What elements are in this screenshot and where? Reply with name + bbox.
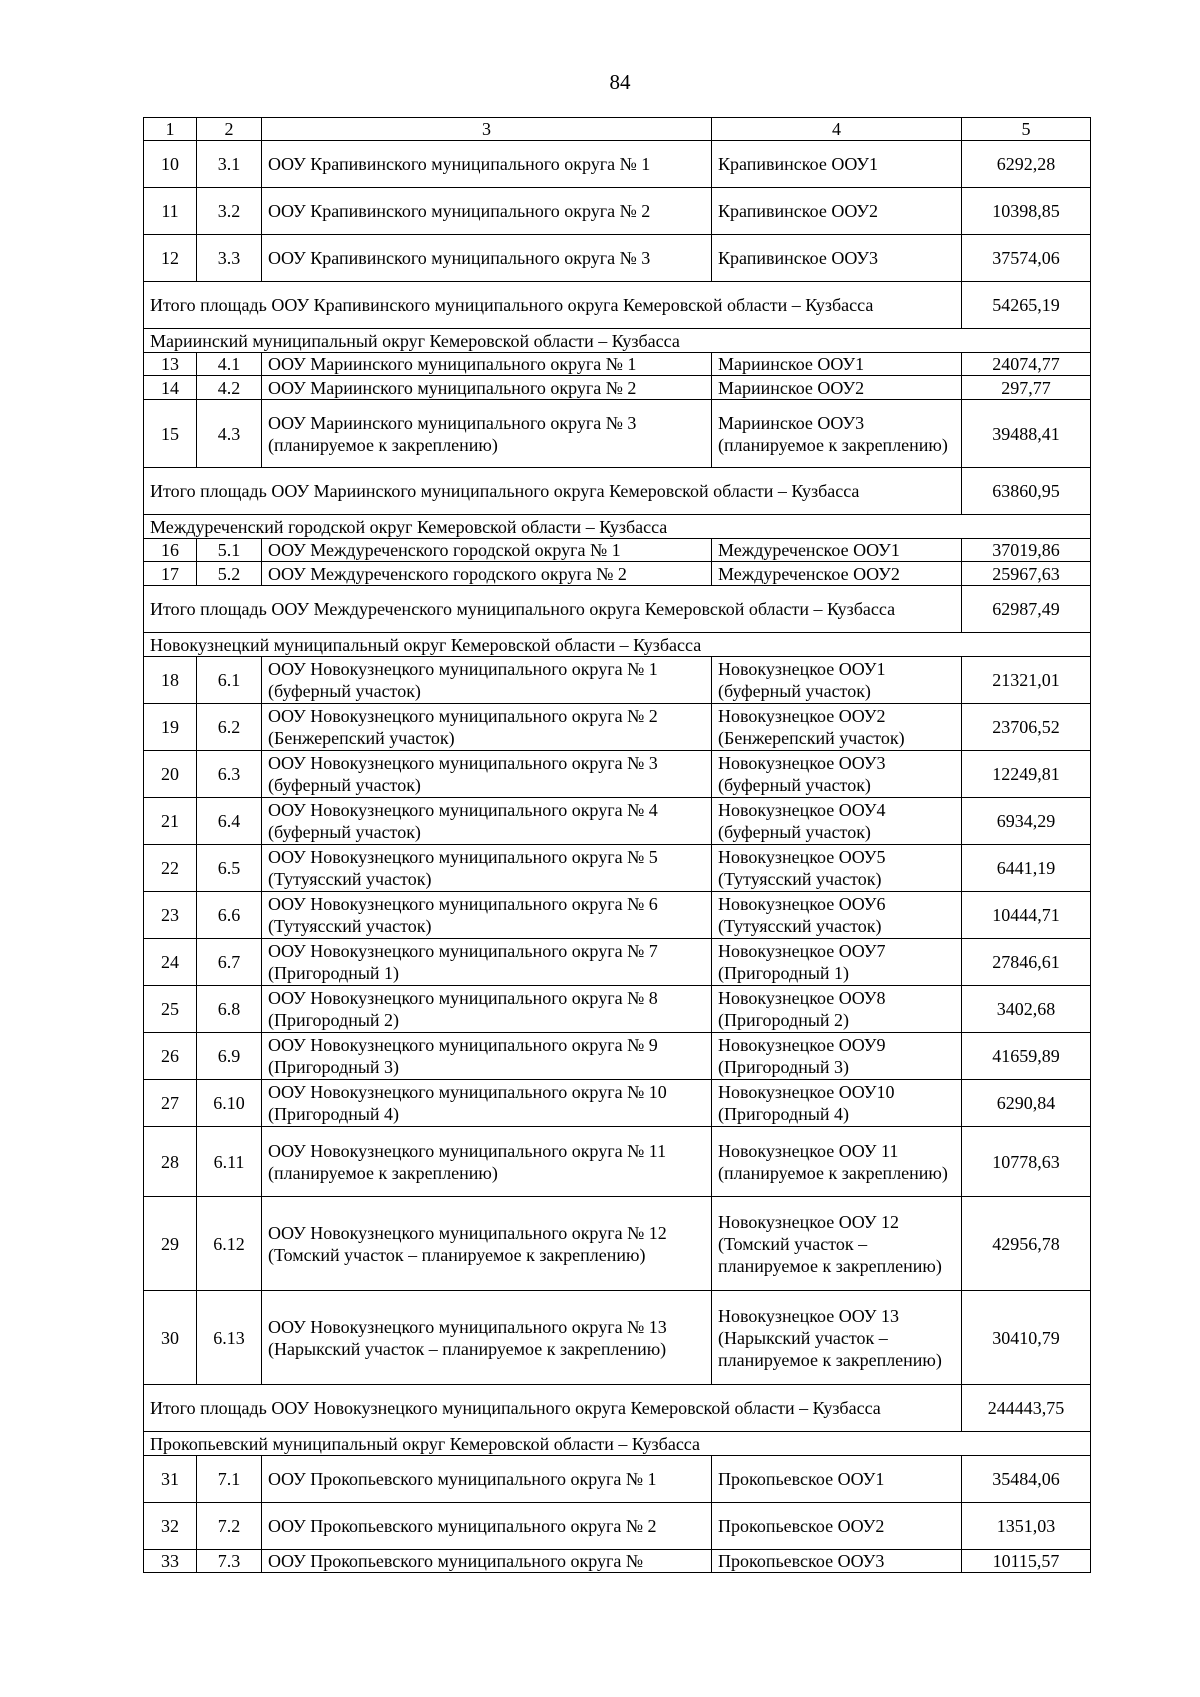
data-table: [143, 117, 1091, 1573]
area-name-cell: Крапивинское ООУ2: [712, 188, 962, 235]
table-row: [144, 188, 1091, 235]
section-header-row: [144, 1432, 1091, 1456]
header-cell-3: 3: [262, 118, 712, 141]
header-cell-2: 2: [197, 118, 262, 141]
area-value-cell: 3402,68: [962, 986, 1091, 1033]
area-name-cell: Новокузнецкое ООУ7 (Пригородный 1): [712, 939, 962, 986]
object-name-cell: ООУ Новокузнецкого муниципального округа № 11 (планируемое к закреплению): [262, 1127, 712, 1197]
table-row: [144, 657, 1091, 704]
area-name-cell: Мариинское ООУ1: [712, 353, 962, 376]
area-name-cell: Новокузнецкое ООУ3 (буферный участок): [712, 751, 962, 798]
table-row: [144, 1456, 1091, 1503]
table-row: [144, 1503, 1091, 1550]
area-name-cell: Новокузнецкое ООУ10 (Пригородный 4): [712, 1080, 962, 1127]
section-title-cell: Мариинский муниципальный округ Кемеровской области – Кузбасса: [144, 329, 1091, 353]
area-name-cell: Новокузнецкое ООУ1 (буферный участок): [712, 657, 962, 704]
table-row: [144, 892, 1091, 939]
section-header-row: [144, 329, 1091, 353]
row-code-cell: 6.12: [197, 1197, 262, 1291]
area-value-cell: 6292,28: [962, 141, 1091, 188]
total-value-cell: 54265,19: [962, 282, 1091, 329]
table-row: [144, 1291, 1091, 1385]
area-value-cell: 42956,78: [962, 1197, 1091, 1291]
table-row: [144, 1127, 1091, 1197]
header-cell-4: 4: [712, 118, 962, 141]
row-number-cell: 13: [144, 353, 197, 376]
table-body: [144, 141, 1091, 1573]
row-number-cell: 19: [144, 704, 197, 751]
row-number-cell: 26: [144, 1033, 197, 1080]
total-value-cell: 63860,95: [962, 468, 1091, 515]
row-number-cell: 17: [144, 562, 197, 586]
area-value-cell: 24074,77: [962, 353, 1091, 376]
table-row: [144, 939, 1091, 986]
total-label-cell: Итого площадь ООУ Крапивинского муниципального округа Кемеровской области – Кузбасса: [144, 282, 962, 329]
row-code-cell: 6.5: [197, 845, 262, 892]
row-code-cell: 4.3: [197, 400, 262, 468]
row-code-cell: 7.2: [197, 1503, 262, 1550]
area-value-cell: 10778,63: [962, 1127, 1091, 1197]
row-code-cell: 6.7: [197, 939, 262, 986]
area-value-cell: 12249,81: [962, 751, 1091, 798]
area-name-cell: Новокузнецкое ООУ 13 (Нарыкский участок – планируемое к закреплению): [712, 1291, 962, 1385]
row-number-cell: 32: [144, 1503, 197, 1550]
area-name-cell: Прокопьевское ООУ2: [712, 1503, 962, 1550]
header-cell-5: 5: [962, 118, 1091, 141]
table-row: [144, 376, 1091, 400]
object-name-cell: ООУ Прокопьевского муниципального округа №: [262, 1550, 712, 1573]
object-name-cell: ООУ Прокопьевского муниципального округа № 1: [262, 1456, 712, 1503]
row-code-cell: 6.8: [197, 986, 262, 1033]
object-name-cell: ООУ Прокопьевского муниципального округа № 2: [262, 1503, 712, 1550]
area-name-cell: Крапивинское ООУ1: [712, 141, 962, 188]
table-header-row: [144, 118, 1091, 141]
object-name-cell: ООУ Новокузнецкого муниципального округа № 4 (буферный участок): [262, 798, 712, 845]
area-name-cell: Новокузнецкое ООУ2 (Бенжерепский участок): [712, 704, 962, 751]
table-row: [144, 1033, 1091, 1080]
total-row: [144, 586, 1091, 633]
table-row: [144, 1197, 1091, 1291]
total-label-cell: Итого площадь ООУ Междуреченского муниципального округа Кемеровской области – Кузбасса: [144, 586, 962, 633]
area-value-cell: 10115,57: [962, 1550, 1091, 1573]
area-value-cell: 30410,79: [962, 1291, 1091, 1385]
table-row: [144, 1080, 1091, 1127]
area-value-cell: 41659,89: [962, 1033, 1091, 1080]
page-number: 84: [609, 70, 631, 94]
row-code-cell: 6.13: [197, 1291, 262, 1385]
area-value-cell: 27846,61: [962, 939, 1091, 986]
table-row: [144, 704, 1091, 751]
row-number-cell: 21: [144, 798, 197, 845]
total-value-cell: 62987,49: [962, 586, 1091, 633]
area-name-cell: Новокузнецкое ООУ6 (Тутуясский участок): [712, 892, 962, 939]
object-name-cell: ООУ Крапивинского муниципального округа № 2: [262, 188, 712, 235]
object-name-cell: ООУ Новокузнецкого муниципального округа № 12 (Томский участок – планируемое к закреплению): [262, 1197, 712, 1291]
table-row: [144, 798, 1091, 845]
row-code-cell: 6.11: [197, 1127, 262, 1197]
table-row: [144, 353, 1091, 376]
area-value-cell: 6290,84: [962, 1080, 1091, 1127]
row-code-cell: 4.1: [197, 353, 262, 376]
area-name-cell: Новокузнецкое ООУ 11 (планируемое к закреплению): [712, 1127, 962, 1197]
row-number-cell: 14: [144, 376, 197, 400]
object-name-cell: ООУ Новокузнецкого муниципального округа № 7 (Пригородный 1): [262, 939, 712, 986]
area-value-cell: 35484,06: [962, 1456, 1091, 1503]
area-value-cell: 1351,03: [962, 1503, 1091, 1550]
object-name-cell: ООУ Крапивинского муниципального округа № 3: [262, 235, 712, 282]
row-number-cell: 11: [144, 188, 197, 235]
area-value-cell: 37019,86: [962, 539, 1091, 562]
row-number-cell: 25: [144, 986, 197, 1033]
row-code-cell: 6.10: [197, 1080, 262, 1127]
table-row: [144, 141, 1091, 188]
area-name-cell: Новокузнецкое ООУ8 (Пригородный 2): [712, 986, 962, 1033]
row-code-cell: 4.2: [197, 376, 262, 400]
area-name-cell: Мариинское ООУ3 (планируемое к закреплению): [712, 400, 962, 468]
table-row: [144, 845, 1091, 892]
total-label-cell: Итого площадь ООУ Новокузнецкого муниципального округа Кемеровской области – Кузбасса: [144, 1385, 962, 1432]
table-row: [144, 562, 1091, 586]
area-name-cell: Прокопьевское ООУ1: [712, 1456, 962, 1503]
row-code-cell: 3.3: [197, 235, 262, 282]
object-name-cell: ООУ Мариинского муниципального округа № 2: [262, 376, 712, 400]
total-value-cell: 244443,75: [962, 1385, 1091, 1432]
header-cell-1: 1: [144, 118, 197, 141]
row-code-cell: 6.6: [197, 892, 262, 939]
section-title-cell: Междуреченский городской округ Кемеровской области – Кузбасса: [144, 515, 1091, 539]
area-value-cell: 6441,19: [962, 845, 1091, 892]
row-code-cell: 5.2: [197, 562, 262, 586]
area-value-cell: 10444,71: [962, 892, 1091, 939]
area-name-cell: Новокузнецкое ООУ4 (буферный участок): [712, 798, 962, 845]
total-row: [144, 468, 1091, 515]
total-row: [144, 1385, 1091, 1432]
row-number-cell: 16: [144, 539, 197, 562]
row-number-cell: 12: [144, 235, 197, 282]
object-name-cell: ООУ Междуреченского городского округа № 2: [262, 562, 712, 586]
area-value-cell: 21321,01: [962, 657, 1091, 704]
row-number-cell: 24: [144, 939, 197, 986]
area-value-cell: 39488,41: [962, 400, 1091, 468]
section-header-row: [144, 633, 1091, 657]
row-code-cell: 6.4: [197, 798, 262, 845]
area-name-cell: Новокузнецкое ООУ5 (Тутуясский участок): [712, 845, 962, 892]
object-name-cell: ООУ Новокузнецкого муниципального округа № 3 (буферный участок): [262, 751, 712, 798]
object-name-cell: ООУ Новокузнецкого муниципального округа № 5 (Тутуясский участок): [262, 845, 712, 892]
area-value-cell: 23706,52: [962, 704, 1091, 751]
row-number-cell: 33: [144, 1550, 197, 1573]
row-code-cell: 7.1: [197, 1456, 262, 1503]
row-number-cell: 27: [144, 1080, 197, 1127]
table-row: [144, 235, 1091, 282]
row-number-cell: 22: [144, 845, 197, 892]
area-value-cell: 6934,29: [962, 798, 1091, 845]
row-code-cell: 7.3: [197, 1550, 262, 1573]
object-name-cell: ООУ Новокузнецкого муниципального округа № 8 (Пригородный 2): [262, 986, 712, 1033]
area-value-cell: 37574,06: [962, 235, 1091, 282]
area-name-cell: Междуреченское ООУ1: [712, 539, 962, 562]
area-name-cell: Новокузнецкое ООУ 12 (Томский участок – планируемое к закреплению): [712, 1197, 962, 1291]
table-row: [144, 986, 1091, 1033]
row-code-cell: 5.1: [197, 539, 262, 562]
row-code-cell: 3.2: [197, 188, 262, 235]
row-code-cell: 6.9: [197, 1033, 262, 1080]
table-row: [144, 751, 1091, 798]
row-number-cell: 31: [144, 1456, 197, 1503]
section-title-cell: Прокопьевский муниципальный округ Кемеровской области – Кузбасса: [144, 1432, 1091, 1456]
area-value-cell: 10398,85: [962, 188, 1091, 235]
object-name-cell: ООУ Новокузнецкого муниципального округа № 6 (Тутуясский участок): [262, 892, 712, 939]
object-name-cell: ООУ Крапивинского муниципального округа № 1: [262, 141, 712, 188]
table-row: [144, 1550, 1091, 1573]
row-number-cell: 10: [144, 141, 197, 188]
object-name-cell: ООУ Новокузнецкого муниципального округа № 9 (Пригородный 3): [262, 1033, 712, 1080]
area-value-cell: 297,77: [962, 376, 1091, 400]
row-code-cell: 6.2: [197, 704, 262, 751]
section-title-cell: Новокузнецкий муниципальный округ Кемеровской области – Кузбасса: [144, 633, 1091, 657]
object-name-cell: ООУ Новокузнецкого муниципального округа № 2 (Бенжерепский участок): [262, 704, 712, 751]
row-number-cell: 18: [144, 657, 197, 704]
area-name-cell: Междуреченское ООУ2: [712, 562, 962, 586]
total-label-cell: Итого площадь ООУ Мариинского муниципального округа Кемеровской области – Кузбасса: [144, 468, 962, 515]
row-number-cell: 15: [144, 400, 197, 468]
total-row: [144, 282, 1091, 329]
object-name-cell: ООУ Мариинского муниципального округа № 1: [262, 353, 712, 376]
area-name-cell: Мариинское ООУ2: [712, 376, 962, 400]
row-number-cell: 29: [144, 1197, 197, 1291]
row-number-cell: 20: [144, 751, 197, 798]
row-number-cell: 23: [144, 892, 197, 939]
object-name-cell: ООУ Мариинского муниципального округа № 3 (планируемое к закреплению): [262, 400, 712, 468]
row-number-cell: 28: [144, 1127, 197, 1197]
area-name-cell: Прокопьевское ООУ3: [712, 1550, 962, 1573]
row-code-cell: 6.1: [197, 657, 262, 704]
area-name-cell: Новокузнецкое ООУ9 (Пригородный 3): [712, 1033, 962, 1080]
object-name-cell: ООУ Новокузнецкого муниципального округа № 13 (Нарыкский участок – планируемое к закреплению): [262, 1291, 712, 1385]
table-row: [144, 400, 1091, 468]
area-value-cell: 25967,63: [962, 562, 1091, 586]
object-name-cell: ООУ Междуреченского городской округа № 1: [262, 539, 712, 562]
area-name-cell: Крапивинское ООУ3: [712, 235, 962, 282]
row-number-cell: 30: [144, 1291, 197, 1385]
row-code-cell: 6.3: [197, 751, 262, 798]
table-row: [144, 539, 1091, 562]
object-name-cell: ООУ Новокузнецкого муниципального округа № 1 (буферный участок): [262, 657, 712, 704]
section-header-row: [144, 515, 1091, 539]
row-code-cell: 3.1: [197, 141, 262, 188]
object-name-cell: ООУ Новокузнецкого муниципального округа № 10 (Пригородный 4): [262, 1080, 712, 1127]
